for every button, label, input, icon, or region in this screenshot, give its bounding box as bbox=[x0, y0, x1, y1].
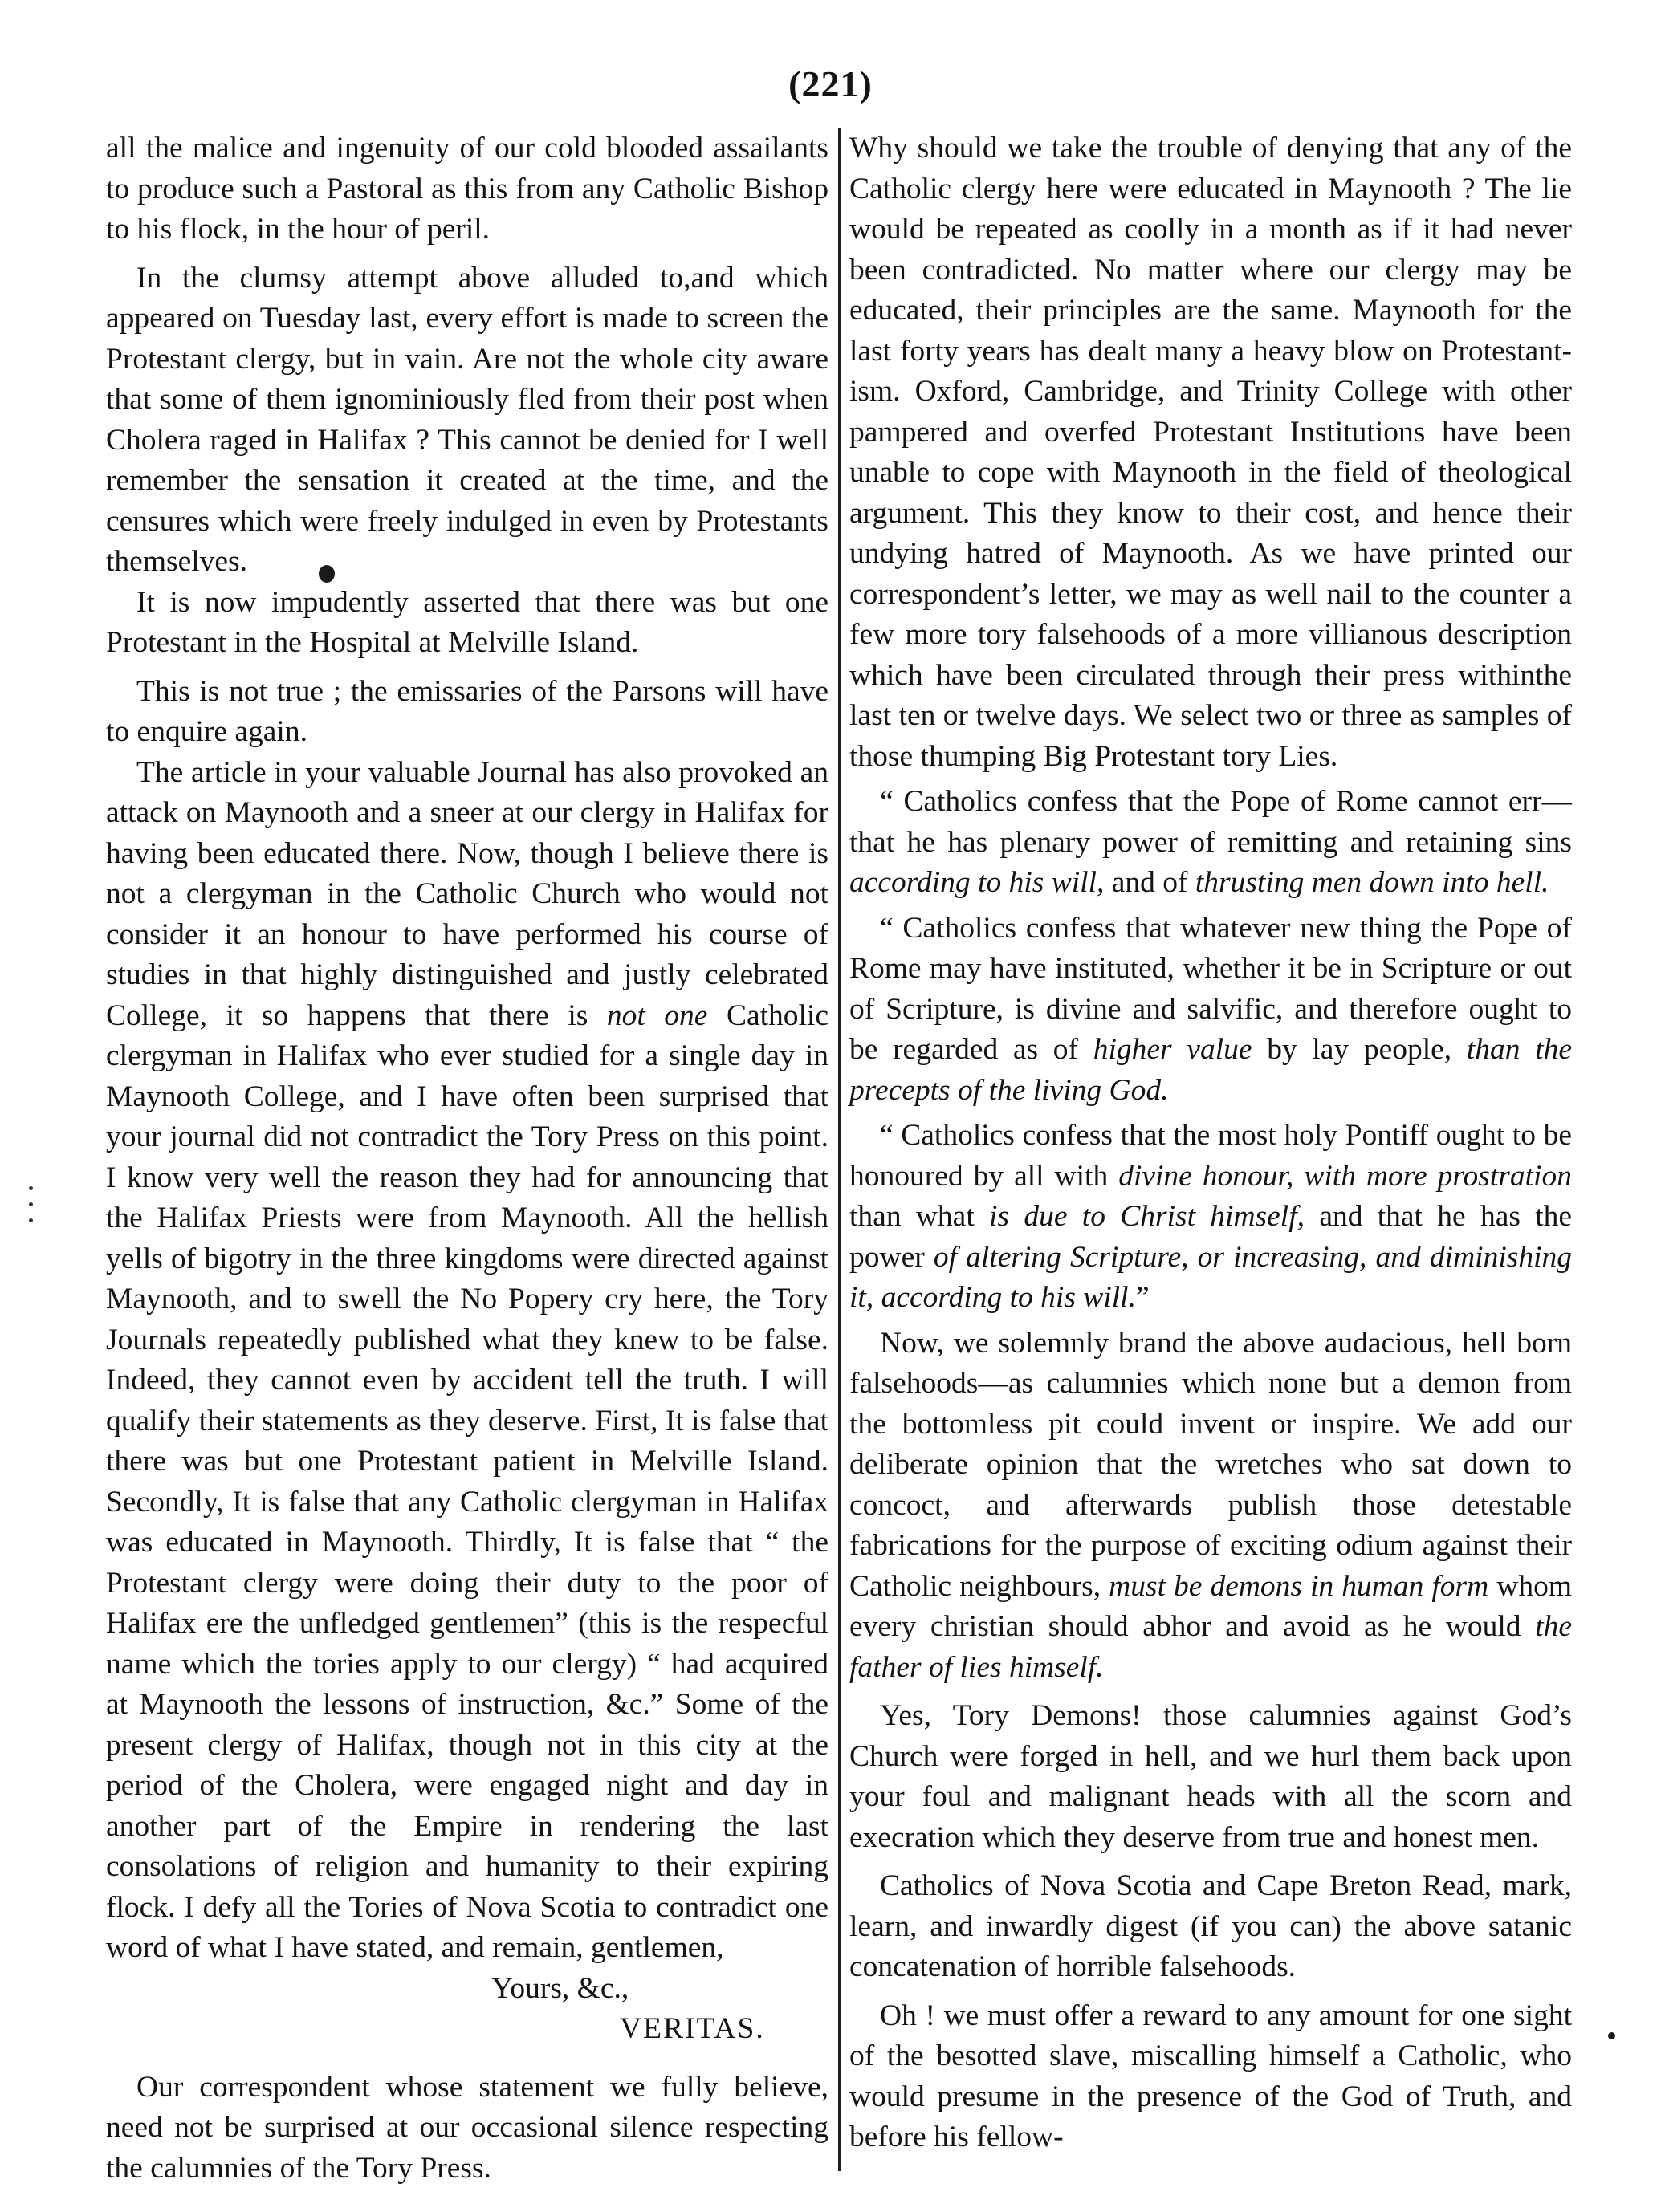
right-paragraph-1: Why should we take the trouble of denying that any of the Catholic clergy here were educated in Maynooth ? The lie would be repeated as coolly in a month as if it had never been contradicted. No matter where our clergy may be educated, their principles are the same. Maynooth for the last forty years has dealt many a heavy blow on Protestantism. Oxford, Cambridge, and Trinity College with other pampered and overfed Protestant Institutions have been unable to cope with Maynooth in the field of theological argument. This they know to their cost, and hence their undying hatred of Maynooth. As we have printed our correspondent’s letter, we may as well nail to the counter a few more tory falsehoods of a more villianous description which have been circulated through their press withinthe last ten or twelve days. We select two or three as samples of those thumping Big Protestant tory Lies. bbox=[849, 132, 1572, 773]
quote-3-text-3: and that he has the power bbox=[849, 1200, 1573, 1274]
left-column bbox=[106, 128, 828, 2189]
quote-1-emphasis-2: thrusting men down into hell. bbox=[1195, 866, 1549, 899]
left-paragraph-2: In the clumsy attempt above alluded to,and which appeared on Tuesday last, every effort is made to screen the Protestant clergy, but in vain. Are not the whole city aware that some of them ignominiously fled from their post when Cholera raged in Halifax ? This cannot be denied for I well remember the sensation it created at the time, and the censures which were freely indulged in even by Protestants themselves. bbox=[106, 261, 828, 578]
left-paragraph-5-text-2: Catholic clergyman in Halifax who ever studied for a single day in Maynooth College, and I have often been surprised that your journal did not contradict the Tory Press on this point. I know very well the reason they had for announcing that the Halifax Priests were from Maynooth. All the hellish yells of bigotry in the three kingdoms were directed against Maynooth, and to swell the No Popery cry here, the Tory Journals repeatedly published what they knew to be false. Indeed, they cannot even by accident tell the truth. I will qualify their statements as they deserve. First, It is false that there was but one Protestant patient in Melville Island. Secondly, It is false that any Catholic clergyman in Halifax was educated in Maynooth. Thirdly, It is false that “ the Protestant clergy were doing their duty to the poor of Halifax ere the unfledged gentlemen” (this is the respecful name which the tories apply to our clergy) “ had acquired at Maynooth the lessons of instruction, &c.” Some of the present clergy of Halifax, though not in this city at the period of the Cholera, were engaged night and day in another part of the Empire in rendering the last consolations of religion and humanity to their expiring flock. I defy all the Tories of Nova Scotia to contradict one word of what I have stated, and remain, gentlemen, bbox=[106, 998, 828, 1964]
quote-3-emphasis-2: is due to Christ himself, bbox=[989, 1200, 1305, 1233]
left-paragraph-5-text-1: The article in your valuable Journal has also provoked an attack on Maynooth and a sneer at our clergy in Halifax for having been educated there. Now, though I believe there is not a clergyman in the Catholic Church who would not consider it an honour to have performed his course of studies in that highly distinguished and justly celebrated College, it so happens that there is bbox=[106, 755, 828, 1032]
margin-dot bbox=[29, 1186, 33, 1190]
quote-2-emphasis-2: than the precepts of the living God. bbox=[849, 1033, 1573, 1107]
ink-blot-mark bbox=[319, 565, 335, 583]
quote-3-emphasis-1: divine honour, with more prostration bbox=[1118, 1159, 1572, 1193]
column-divider bbox=[838, 128, 841, 2171]
quote-3-text-2: than what bbox=[849, 1200, 975, 1233]
quote-1 bbox=[849, 782, 1572, 904]
left-paragraph-3: It is now impudently asserted that there was but one Protestant in the Hospital at Melville Island. bbox=[106, 585, 828, 659]
left-paragraph-5-emphasis: not one bbox=[606, 998, 708, 1032]
quote-3 bbox=[849, 1116, 1572, 1319]
right-paragraph-2-emphasis-2: the father of lies himself. bbox=[849, 1610, 1573, 1684]
quote-1-text-1: “ Catholics confess that the Pope of Rome cannot err—that he has plenary power of remitting and retaining sins bbox=[849, 785, 1572, 859]
right-paragraph-4: Catholics of Nova Scotia and Cape Breton Read, mark, learn, and inwardly digest (if you can) the above satanic concatenation of horrible falsehoods. bbox=[849, 1869, 1572, 1983]
quote-2-text-1: “ Catholics confess that whatever new thing the Pope of Rome may have instituted, whether it be in Scripture or out of Scripture, is divine and salvific, and therefore ought to be regarded as of bbox=[849, 911, 1572, 1066]
quote-2 bbox=[849, 909, 1572, 1112]
margin-dot bbox=[29, 1202, 33, 1206]
right-paragraph-2-text-1: Now, we solemnly brand the above audacious, hell born falsehoods—as calumnies which none but a demon from the bottomless pit could invent or inspire. We add our deliberate opinion that the wretches who sat down to concoct, and afterwards publish those detestable fabrications for the purpose of exciting odium against their Catholic neighbours, bbox=[849, 1326, 1572, 1603]
right-paragraph-3: Yes, Tory Demons! those calumnies against God’s Church were forged in hell, and we hurl them back upon your foul and malignant heads with all the scorn and execration which they deserve from true and honest men. bbox=[849, 1699, 1572, 1854]
right-paragraph-2-text-2: whom every christian should abhor and avoid as he would bbox=[849, 1569, 1573, 1643]
quote-3-emphasis-3: of altering Scripture, or increasing, and diminishing it, according to his will. bbox=[849, 1240, 1573, 1314]
quote-2-emphasis-1: higher value bbox=[1093, 1033, 1252, 1066]
quote-2-text-2: by lay people, bbox=[1267, 1033, 1452, 1066]
right-paragraph-2 bbox=[849, 1324, 1572, 1689]
left-paragraph-4: This is not true ; the emissaries of the Parsons will have to enquire again. bbox=[106, 674, 828, 748]
right-paragraph-2-emphasis-1: must be demons in human form bbox=[1109, 1569, 1489, 1603]
quote-1-emphasis-1: according to his will, bbox=[849, 866, 1105, 899]
quote-1-text-2: and of bbox=[1111, 866, 1188, 899]
letter-signature: VERITAS. bbox=[620, 2012, 765, 2045]
letter-closing: Yours, &c., bbox=[491, 1971, 629, 2005]
margin-ink-dot bbox=[1608, 2032, 1615, 2039]
quote-3-end: ” bbox=[1135, 1281, 1150, 1314]
page-number: (221) bbox=[788, 63, 873, 104]
left-paragraph-1: all the malice and ingenuity of our cold blooded assailants to produce such a Pastoral as this from any Catholic Bishop to his flock, in the hour of peril. bbox=[106, 132, 828, 246]
left-paragraph-5 bbox=[106, 753, 828, 1969]
quote-3-text-1: “ Catholics confess that the most holy Pontiff ought to be honoured by all with bbox=[849, 1119, 1572, 1193]
left-paragraph-6: Our correspondent whose statement we fully believe, need not be surprised at our occasional silence respecting the calumnies of the Tory Press. bbox=[106, 2070, 828, 2185]
right-paragraph-5: Oh ! we must offer a reward to any amount for one sight of the besotted slave, miscalling himself a Catholic, who would presume in the presence of the God of Truth, and before his fellow- bbox=[849, 1999, 1572, 2153]
right-column bbox=[849, 128, 1572, 2158]
margin-dot bbox=[29, 1218, 33, 1222]
